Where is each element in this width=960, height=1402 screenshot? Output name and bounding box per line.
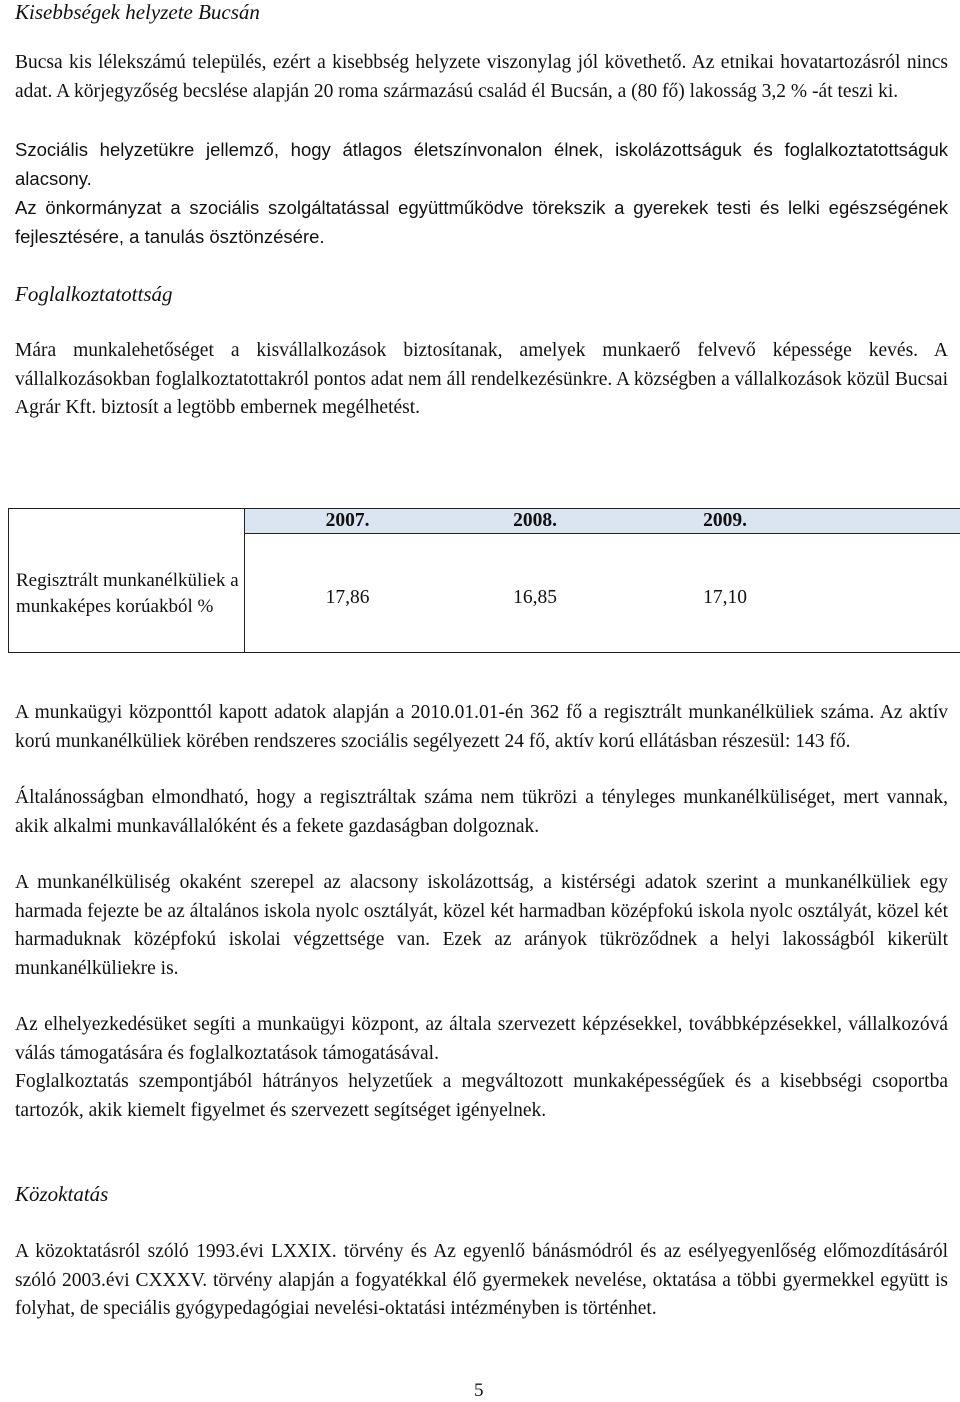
table-year-2008: 2008. (513, 510, 557, 531)
unemployment-paragraph-3: A munkanélküliség okaként szerepel az alacsony iskolázottság, a kistérségi adatok szerint a munkanélküliek egy harmada fejezte be az általános iskola nyolc osztályát, közel két harmadban középfokú iskola nyolc osztályát, közel két harmaduknak középfokú iskolai végzettsége van. Ezek az arányok tükröződnek a helyi lakosságból kikerült munkanélküliekre is. (15, 872, 948, 979)
table-value-row (245, 534, 960, 653)
table-year-2007: 2007. (325, 510, 370, 531)
section-title-employment: Foglalkoztatottság (15, 282, 173, 306)
table-value-2007: 17,86 (325, 587, 370, 608)
employment-paragraph-1: Mára munkalehetőséget a kisvállalkozások biztosítanak, amelyek munkaerő felvevő képessége kevés. A vállalkozásokban foglalkoztatottakról pontos adat nem áll rendelkezésünkre. A községben a vállalkozások közül Bucsai Agrár Kft. biztosít a legtöbb embernek megélhetést. (15, 340, 948, 418)
table-header-row (245, 509, 960, 534)
table-row-label: Regisztrált munkanélküliek a munkaképes korúakból % (9, 509, 245, 653)
table-value-2008: 16,85 (513, 587, 557, 608)
minorities-paragraph-3: Az önkormányzat a szociális szolgáltatással együttműködve törekszik a gyerekek testi és lelki egészségének fejlesztésére, a tanulás ösztönzésére. (15, 197, 948, 247)
table-year-2009: 2009. (703, 510, 747, 531)
unemployment-table (8, 508, 960, 653)
unemployment-paragraph-2: Általánosságban elmondható, hogy a regisztráltak száma nem tükrözi a tényleges munkanélküliséget, mert vannak, akik alkalmi munkavállalóként és a fekete gazdaságban dolgoznak. (15, 787, 948, 837)
minorities-paragraph-2: Szociális helyzetükre jellemző, hogy átlagos életszínvonalon élnek, iskolázottságuk és foglalkoztatottságuk alacsony. (15, 139, 948, 189)
unemployment-paragraph-4: Az elhelyezkedésüket segíti a munkaügyi központ, az általa szervezett képzésekkel, továbbképzésekkel, vállalkozóvá válás támogatására és foglalkoztatások támogatásával. (15, 1014, 948, 1064)
unemployment-paragraph-1: A munkaügyi központtól kapott adatok alapján a 2010.01.01-én 362 fő a regisztrált munkanélküliek száma. Az aktív korú munkanélküliek körében rendszeres szociális segélyezett 24 fő, aktív korú ellátásban részesül: 143 fő. (15, 702, 948, 752)
section-title-minorities: Kisebbségek helyzete Bucsán (15, 0, 260, 24)
education-paragraph-1: A közoktatásról szóló 1993.évi LXXIX. törvény és Az egyenlő bánásmódról és az esélyegyenlőség előmozdításáról szóló 2003.évi CXXXV. törvény alapján a fogyatékkal élő gyermekek nevelése, oktatása a többi gyermekkel együtt is folyhat, de speciális gyógypedagógiai nevelési-oktatási intézményben is történhet. (15, 1241, 948, 1319)
minorities-paragraph-1: Bucsa kis lélekszámú település, ezért a kisebbség helyzete viszonylag jól követhető. Az etnikai hovatartozásról nincs adat. A körjegyzőség becslése alapján 20 roma származású család él Bucsán, a (80 fő) lakosság 3,2 % -át teszi ki. (15, 52, 948, 102)
table-value-2009: 17,10 (703, 587, 747, 608)
page-number: 5 (474, 1380, 484, 1401)
unemployment-paragraph-5: Foglalkoztatás szempontjából hátrányos helyzetűek a megváltozott munkaképességűek és a kisebbségi csoportba tartozók, akik kiemelt figyelmet és szervezett segítséget igényelnek. (15, 1071, 948, 1121)
section-title-education: Közoktatás (15, 1182, 109, 1206)
